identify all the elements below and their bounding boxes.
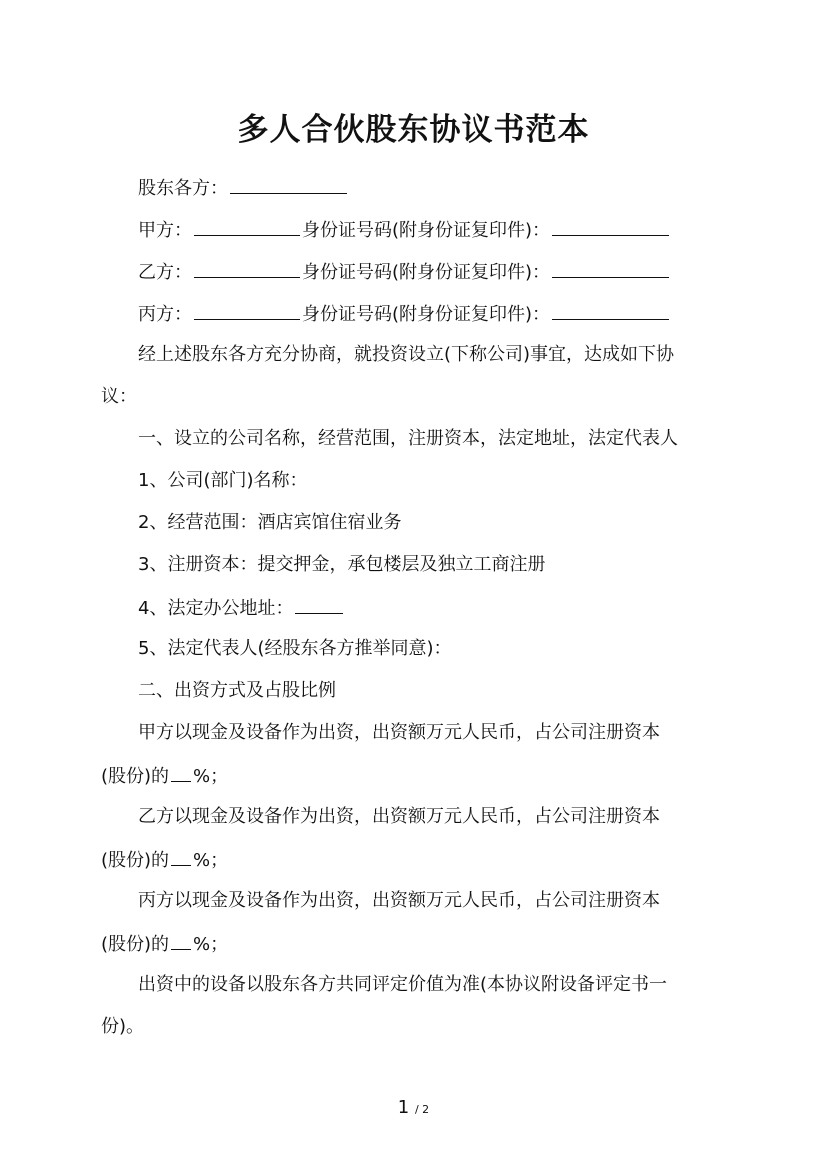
party-a-capital-line1: 甲方以现金及设备作为出资，出资额万元人民币，占公司注册资本 (138, 722, 660, 743)
party-a-capital-line2 (101, 763, 228, 789)
intro-paragraph-line1: 经上述股东各方充分协商，就投资设立(下称公司)事宜，达成如下协 (138, 344, 675, 365)
shareholders-blank (230, 175, 347, 194)
party-a-id-blank (552, 217, 669, 236)
capital-share-suffix: %； (193, 850, 229, 871)
item-company-name: 1、公司(部门)名称： (138, 470, 308, 491)
capital-share-prefix: (股份)的 (101, 934, 170, 955)
party-a-name-blank (194, 217, 300, 236)
capital-share-prefix: (股份)的 (101, 850, 170, 871)
party-b-name-blank (194, 259, 300, 278)
office-address-blank (295, 595, 343, 614)
party-a-label: 甲方： (138, 220, 192, 241)
party-c-id-label: 身份证号码(附身份证复印件)： (302, 304, 551, 325)
party-c-percent-blank (171, 931, 191, 950)
party-c-line (138, 301, 671, 327)
party-b-id-label: 身份证号码(附身份证复印件)： (302, 262, 551, 283)
shareholders-line (138, 175, 349, 201)
section2-heading: 二、出资方式及占股比例 (138, 680, 336, 701)
item-business-scope: 2、经营范围：酒店宾馆住宿业务 (138, 512, 402, 533)
intro-paragraph-line2: 议： (101, 386, 137, 407)
party-a-id-label: 身份证号码(附身份证复印件)： (302, 220, 551, 241)
party-b-capital-line1: 乙方以现金及设备作为出资，出资额万元人民币，占公司注册资本 (138, 806, 660, 827)
page-footer (0, 1097, 827, 1118)
capital-share-suffix: %； (193, 934, 229, 955)
party-b-line (138, 259, 671, 285)
party-c-name-blank (194, 301, 300, 320)
party-c-label: 丙方： (138, 304, 192, 325)
party-b-label: 乙方： (138, 262, 192, 283)
equipment-paragraph-line2: 份)。 (101, 1016, 145, 1037)
party-c-capital-line2 (101, 931, 228, 957)
party-a-percent-blank (171, 763, 191, 782)
item-office-address (138, 595, 345, 621)
party-b-id-blank (552, 259, 669, 278)
page-total: / 2 (414, 1103, 430, 1116)
party-c-id-blank (552, 301, 669, 320)
shareholders-label: 股东各方： (138, 178, 228, 199)
section1-heading: 一、设立的公司名称，经营范围，注册资本，法定地址，法定代表人 (138, 428, 678, 449)
item-legal-representative: 5、法定代表人(经股东各方推举同意)： (138, 638, 452, 659)
capital-share-prefix: (股份)的 (101, 766, 170, 787)
document-title: 多人合伙股东协议书范本 (237, 112, 590, 148)
party-c-capital-line1: 丙方以现金及设备作为出资，出资额万元人民币，占公司注册资本 (138, 890, 660, 911)
item-registered-capital: 3、注册资本：提交押金，承包楼层及独立工商注册 (138, 554, 546, 575)
party-b-percent-blank (171, 847, 191, 866)
capital-share-suffix: %； (193, 766, 229, 787)
party-a-line (138, 217, 671, 243)
page-number: 1 (397, 1097, 410, 1118)
equipment-paragraph-line1: 出资中的设备以股东各方共同评定价值为准(本协议附设备评定书一 (138, 974, 668, 995)
office-address-label: 4、法定办公地址： (138, 598, 294, 619)
party-b-capital-line2 (101, 847, 228, 873)
